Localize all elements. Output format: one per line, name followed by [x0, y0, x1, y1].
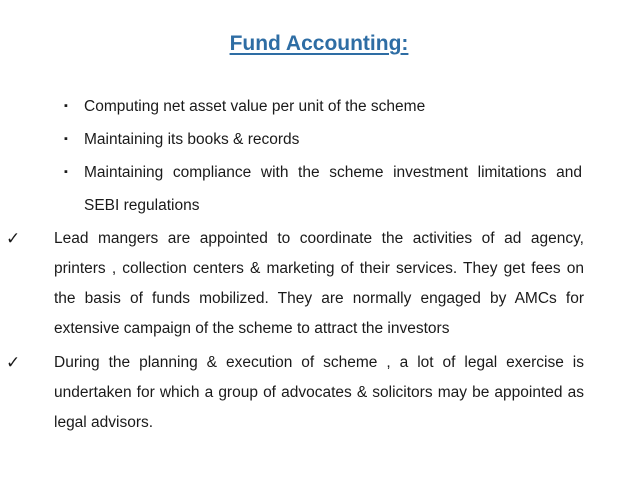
sub-bullet-item — [62, 90, 582, 123]
sub-bullet-text: Computing net asset value per unit of the scheme — [84, 98, 426, 115]
main-bullet-list — [4, 224, 584, 438]
sub-bullet-text: Maintaining compliance with the scheme investment limitations and SEBI regulations — [84, 164, 582, 214]
square-bullet-icon: ▪ — [64, 133, 68, 145]
sub-bullet-text: Maintaining its books & records — [84, 131, 300, 148]
sub-bullet-item — [62, 123, 582, 156]
square-bullet-icon: ▪ — [64, 100, 68, 112]
checkmark-icon: ✓ — [6, 229, 21, 248]
sub-bullet-list — [62, 90, 582, 222]
main-bullet-item — [4, 348, 584, 438]
checkmark-icon: ✓ — [6, 353, 21, 372]
slide-title: Fund Accounting: — [229, 32, 409, 55]
main-bullet-text: During the planning & execution of scheme , a lot of legal exercise is undertaken for which a group of advocates & solicitors may be appointed as legal advisors. — [54, 354, 584, 431]
main-bullet-item — [4, 224, 584, 344]
main-bullet-text: Lead mangers are appointed to coordinate the activities of ad agency, printers , collection centers & marketing of their services. They get fees on the basis of funds mobilized. They are normally engaged by AMCs for extensive campaign of the scheme to attract the investors — [54, 230, 584, 337]
sub-bullet-item — [62, 156, 582, 222]
square-bullet-icon: ▪ — [64, 166, 68, 178]
